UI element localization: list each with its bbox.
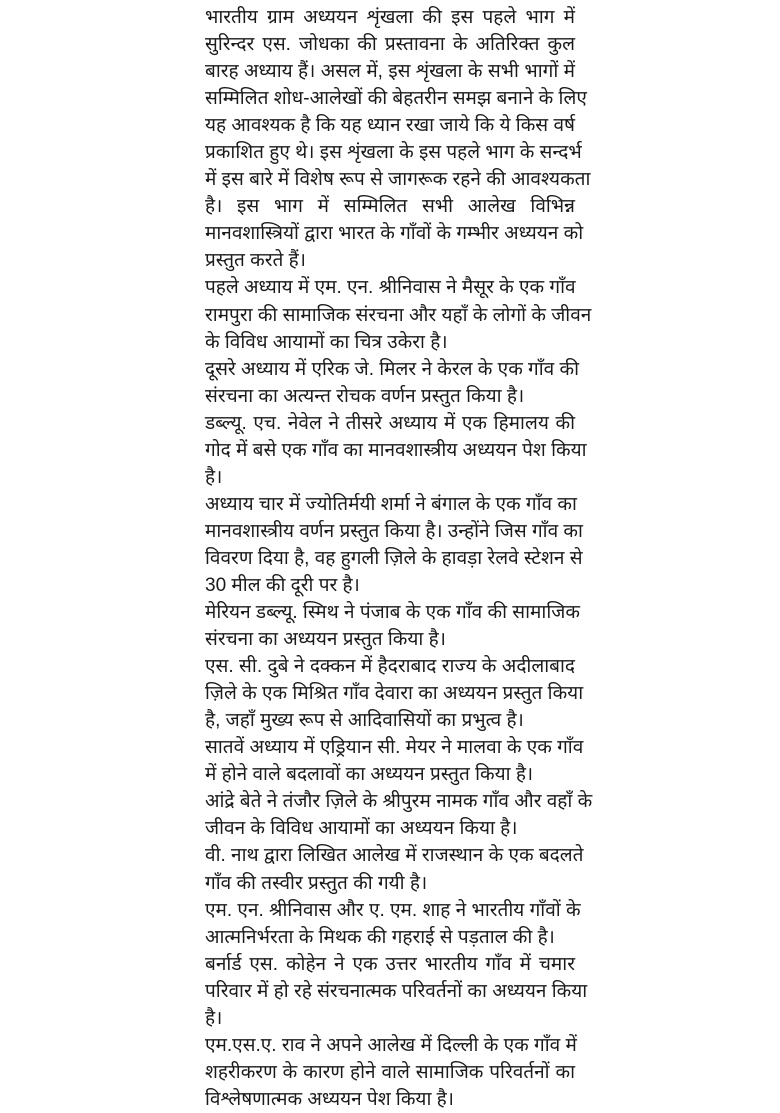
text-line: एम.एस.ए. राव ने अपने आलेख में दिल्ली के एक गाँव में [205, 1034, 577, 1056]
paragraph [205, 599, 580, 653]
text-line: है, जहाँ मुख्य रूप से आदिवासियों का प्रभुत्व है। [205, 710, 524, 732]
text-line: है। [205, 1007, 223, 1029]
text-line: गाँव की तस्वीर प्रस्तुत की गयी है। [205, 872, 428, 894]
paragraph [205, 274, 592, 355]
text-line: मानवशास्त्रीय वर्णन प्रस्तुत किया है। उन्होंने जिस गाँव का [205, 520, 583, 542]
text-line: डब्ल्यू. एच. नेवेल ने तीसरे अध्याय में एक हिमालय की [205, 412, 575, 434]
text-line: विश्लेषणात्मक अध्ययन पेश किया है। [205, 1088, 454, 1110]
text-line: सम्मिलित शोध-आलेखों की बेहतरीन समझ बनाने के लिए [205, 88, 587, 110]
document-page [205, 4, 593, 1113]
paragraph [205, 734, 584, 788]
text-line: आंद्रे बेते ने तंजौर ज़िले के श्रीपुरम नामक गाँव और वहाँ के [205, 791, 593, 813]
text-line: में इस बारे में विशेष रूप से जागरूक रहने की आवश्यकता [205, 169, 591, 191]
text-line: सातवें अध्याय में एड्रियान सी. मेयर ने मालवा के एक गाँव [205, 737, 584, 759]
text-line: जीवन के विविध आयामों का अध्ययन किया है। [205, 818, 518, 840]
text-line: 30 मील की दूरी पर है। [205, 574, 360, 596]
text-line: में होने वाले बदलावों का अध्ययन प्रस्तुत किया है। [205, 764, 534, 786]
paragraph [205, 356, 580, 410]
text-line: अध्याय चार में ज्योतिर्मयी शर्मा ने बंगाल के एक गाँव का [205, 493, 577, 515]
text-line: भारतीय ग्राम अध्ययन शृंखला की इस पहले भाग में [205, 7, 575, 28]
paragraph [205, 951, 588, 1032]
paragraph [205, 1032, 575, 1113]
text-line: प्रकाशित हुए थे। इस शृंखला के इस पहले भाग के सन्दर्भ [205, 142, 582, 164]
paragraph [205, 788, 593, 842]
paragraph [205, 653, 584, 734]
text-line: प्रस्तुत करते हैं। [205, 250, 306, 272]
text-line: संरचना का अध्ययन प्रस्तुत किया है। [205, 629, 446, 651]
text-line: वी. नाथ द्वारा लिखित आलेख में राजस्थान के एक बदलते [205, 845, 584, 867]
text-line: संरचना का अत्यन्त रोचक वर्णन प्रस्तुत किया है। [205, 385, 525, 407]
text-line: आत्मनिर्भरता के मिथक की गहराई से पड़ताल की है। [205, 926, 555, 948]
text-line: पहले अध्याय में एम. एन. श्रीनिवास ने मैसूर के एक गाँव [205, 277, 576, 299]
paragraph [205, 842, 584, 896]
text-line: विवरण दिया है, वह हुगली ज़िले के हावड़ा रेलवे स्टेशन से [205, 547, 583, 569]
text-line: है। [205, 466, 223, 488]
paragraph [205, 410, 587, 491]
text-line: बर्नार्ड एस. कोहेन ने एक उत्तर भारतीय गाँव में चमार [205, 953, 575, 975]
text-line: सुरिन्दर एस. जोधका की प्रस्तावना के अतिरिक्त कुल [205, 34, 575, 56]
text-line: मेरियन डब्ल्यू. स्मिथ ने पंजाब के एक गाँव की सामाजिक [205, 602, 580, 624]
text-line: गोद में बसे एक गाँव का मानवशास्त्रीय अध्ययन पेश किया [205, 439, 587, 461]
paragraph [205, 4, 591, 274]
text-line: ज़िले के एक मिश्रित गाँव देवारा का अध्ययन प्रस्तुत किया [205, 683, 584, 705]
text-line: मानवशास्त्रियों द्वारा भारत के गाँवों के गम्भीर अध्ययन को [205, 223, 584, 245]
text-line: रामपुरा की सामाजिक संरचना और यहाँ के लोगों के जीवन [205, 304, 592, 326]
text-line: एस. सी. दुबे ने दक्कन में हैदराबाद राज्य के अदीलाबाद [205, 656, 575, 678]
text-line: के विविध आयामों का चित्र उकेरा है। [205, 331, 448, 353]
text-line: दूसरे अध्याय में एरिक जे. मिलर ने केरल के एक गाँव की [205, 358, 580, 380]
text-line: परिवार में हो रहे संरचनात्मक परिवर्तनों का अध्ययन किया [205, 980, 588, 1002]
text-line: एम. एन. श्रीनिवास और ए. एम. शाह ने भारतीय गाँवों के [205, 899, 581, 921]
text-line: शहरीकरण के कारण होने वाले सामाजिक परिवर्तनों का [205, 1061, 575, 1083]
paragraph [205, 491, 583, 599]
paragraph [205, 897, 581, 951]
text-line: है। इस भाग में सम्मिलित सभी आलेख विभिन्न [205, 196, 575, 218]
text-line: बारह अध्याय हैं। असल में, इस शृंखला के सभी भागों में [205, 61, 575, 83]
text-line: यह आवश्यक है कि यह ध्यान रखा जाये कि ये किस वर्ष [205, 115, 575, 137]
